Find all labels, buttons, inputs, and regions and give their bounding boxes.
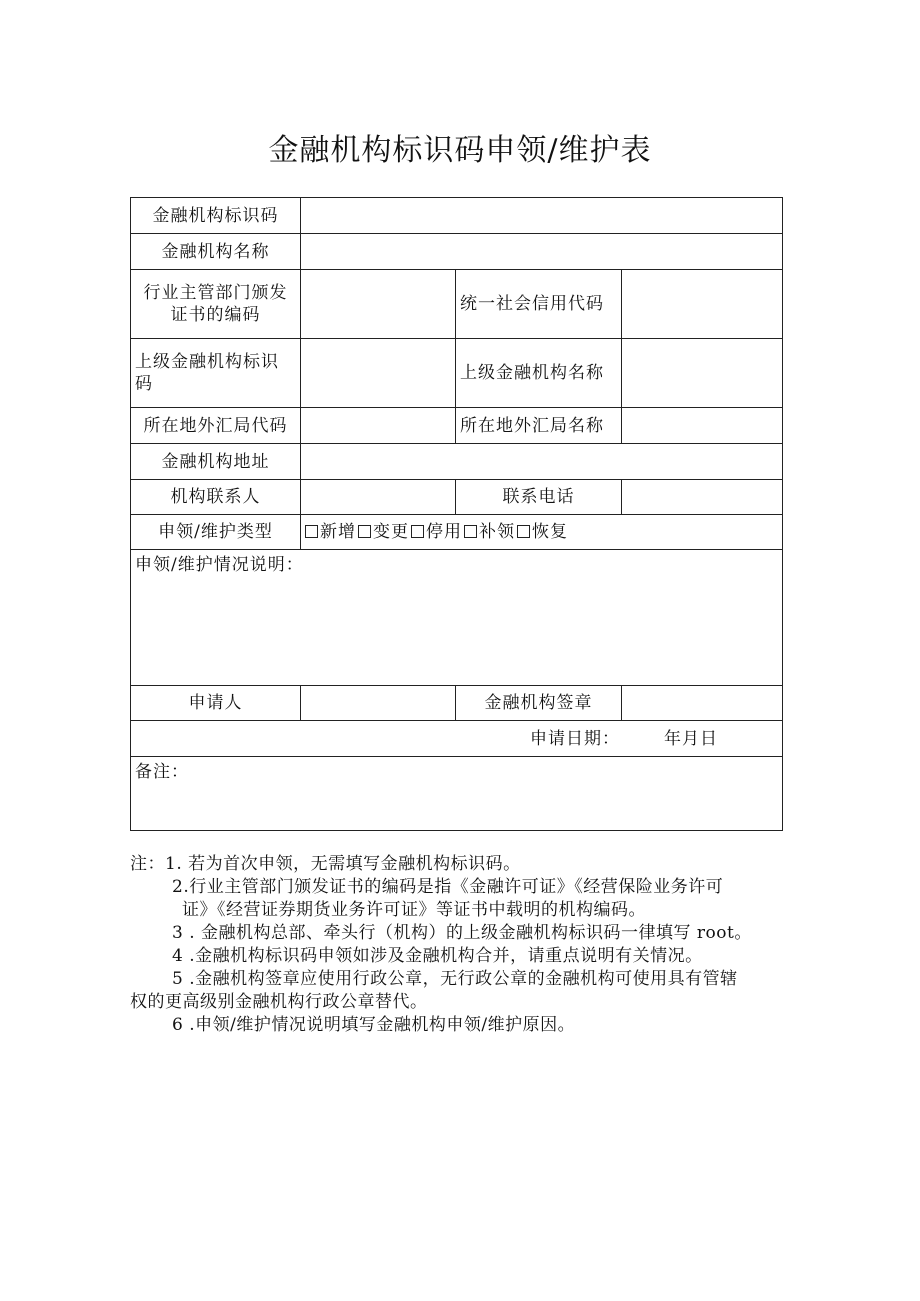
form-row-address: [131, 444, 783, 480]
form-row-type: [131, 515, 783, 550]
field-parent-code[interactable]: [301, 339, 456, 408]
option-new[interactable]: [305, 522, 356, 542]
form-row-parent-institution: [131, 339, 783, 408]
option-restore[interactable]: [517, 522, 568, 542]
field-description[interactable]: [131, 550, 783, 686]
checkbox[interactable]: [464, 525, 477, 538]
note-2-continued: 证》《经营证券期货业务许可证》等证书中载明的机构编码。: [182, 900, 646, 920]
note-6: 6 .申领/维护情况说明填写金融机构申领/维护原因。: [172, 1015, 576, 1035]
date-suffix: 年月日: [664, 728, 718, 749]
note-5: 5 .金融机构签章应使用行政公章，无行政公章的金融机构可使用具有管辖: [172, 969, 738, 989]
field-address[interactable]: [301, 444, 783, 480]
note-1: 注：1. 若为首次申领，无需填写金融机构标识码。: [130, 854, 521, 874]
notes-section: [130, 853, 790, 1037]
form-row-date: [131, 721, 783, 757]
label-description: 申领/维护情况说明：: [135, 555, 304, 575]
field-forex-code[interactable]: [301, 408, 456, 444]
form-row-remarks: [131, 757, 783, 831]
label-contact-person: 机构联系人: [131, 480, 301, 515]
option-change[interactable]: [358, 522, 409, 542]
application-form: [130, 197, 783, 831]
label-institution-name: 金融机构名称: [131, 234, 301, 270]
note-2: 2.行业主管部门颁发证书的编码是指《金融许可证》《经营保险业务许可: [172, 877, 724, 897]
field-remarks[interactable]: [131, 757, 783, 831]
label-institution-code: 金融机构标识码: [131, 198, 301, 234]
form-row-description: [131, 550, 783, 686]
label-certificate-code: 行业主管部门颁发证书的编码: [131, 270, 301, 339]
checkbox[interactable]: [305, 525, 318, 538]
label-contact-phone: 联系电话: [456, 480, 622, 515]
field-contact-phone[interactable]: [622, 480, 783, 515]
type-options: [301, 515, 783, 550]
field-parent-name[interactable]: [622, 339, 783, 408]
field-credit-code[interactable]: [622, 270, 783, 339]
option-reissue[interactable]: [464, 522, 515, 542]
label-type: 申领/维护类型: [131, 515, 301, 550]
checkbox[interactable]: [358, 525, 371, 538]
form-row-contact: [131, 480, 783, 515]
field-certificate-code[interactable]: [301, 270, 456, 339]
note-5-continued: 权的更高级别金融机构行政公章替代。: [130, 992, 428, 1012]
option-label: 恢复: [532, 522, 568, 542]
form-row-certificate-code: [131, 270, 783, 339]
label-applicant: 申请人: [131, 686, 301, 721]
label-forex-code: 所在地外汇局代码: [131, 408, 301, 444]
field-institution-name[interactable]: [301, 234, 783, 270]
field-contact-person[interactable]: [301, 480, 456, 515]
option-label: 变更: [373, 522, 409, 542]
notes-prefix: 注：: [130, 854, 165, 874]
option-label: 新增: [320, 522, 356, 542]
option-label: 停用: [426, 522, 462, 542]
checkbox[interactable]: [517, 525, 530, 538]
option-label: 补领: [479, 522, 515, 542]
label-application-date: 申请日期：: [530, 728, 620, 749]
label-credit-code: 统一社会信用代码: [456, 270, 622, 339]
label-address: 金融机构地址: [131, 444, 301, 480]
form-row-institution-code: [131, 198, 783, 234]
field-seal[interactable]: [622, 686, 783, 721]
field-institution-code[interactable]: [301, 198, 783, 234]
field-application-date[interactable]: [131, 721, 783, 757]
option-disable[interactable]: [411, 522, 462, 542]
label-forex-name: 所在地外汇局名称: [456, 408, 622, 444]
note-4: 4 .金融机构标识码申领如涉及金融机构合并，请重点说明有关情况。: [172, 946, 703, 966]
form-row-institution-name: [131, 234, 783, 270]
form-row-forex-bureau: [131, 408, 783, 444]
label-remarks: 备注：: [135, 762, 189, 782]
label-parent-code: 上级金融机构标识码: [131, 339, 301, 408]
form-row-applicant: [131, 686, 783, 721]
page-title: 金融机构标识码申领/维护表: [268, 133, 652, 168]
checkbox[interactable]: [411, 525, 424, 538]
note-3: 3 . 金融机构总部、牵头行（机构）的上级金融机构标识码一律填写 root。: [172, 923, 752, 943]
label-parent-name: 上级金融机构名称: [456, 339, 622, 408]
field-applicant[interactable]: [301, 686, 456, 721]
field-forex-name[interactable]: [622, 408, 783, 444]
label-seal: 金融机构签章: [456, 686, 622, 721]
